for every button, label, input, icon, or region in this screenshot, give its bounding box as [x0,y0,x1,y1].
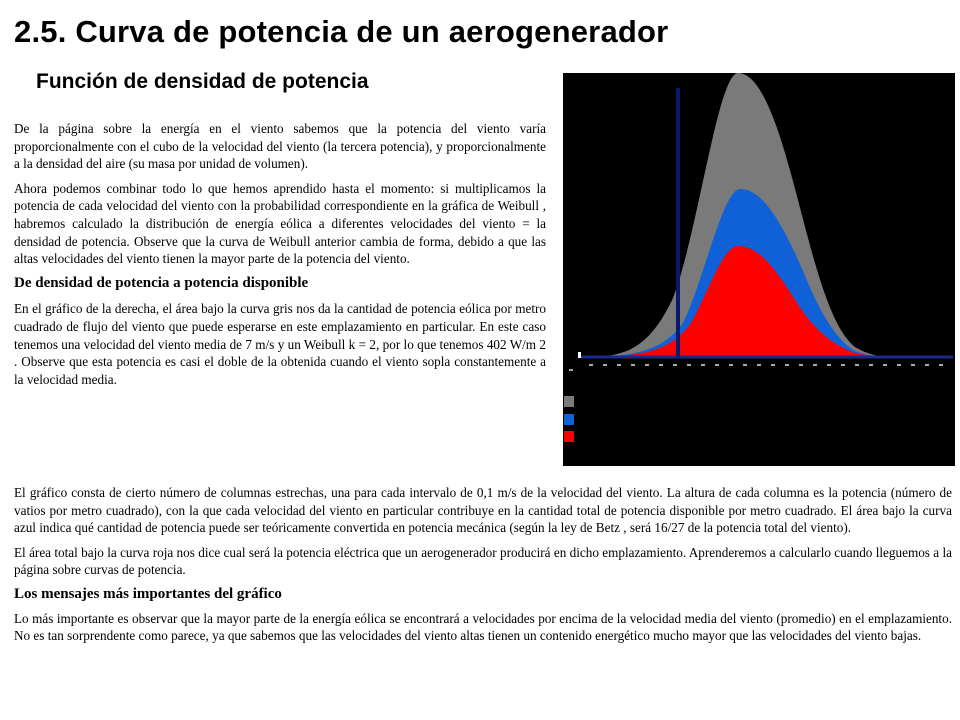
paragraph-weibull-combination: Ahora podemos combinar todo lo que hemos aprendido hasta el momento: si multiplicamos la potencia de cada velocidad del viento con la probabilidad correspondiente en la gráfica de Weibull , habremos calculado la distribución de energía eólica a diferentes velocidades del viento = la densidad de potencia. Observe que la curva de Weibull anterior cambia de forma, debido a que las altas velocidades del viento tienen la mayor parte de la potencia del viento. [14,180,546,267]
paragraph-red-curve: El área total bajo la curva roja nos dice cual será la potencia eléctrica que un aerogenerador producirá en dicho emplazamiento. Aprenderemos a calcularlo cuando lleguemos a la página sobre curvas de potencia. [14,544,952,578]
axis-corner-mark [578,352,581,358]
axis-tick-labels [569,364,943,371]
section-subtitle: Función de densidad de potencia [36,70,369,93]
legend-swatch-red [564,431,574,442]
mean-speed-line [676,88,680,359]
legend-swatch-blue [564,414,574,425]
paragraph-gray-curve: En el gráfico de la derecha, el área bajo la curva gris nos da la cantidad de potencia eólica por metro cuadrado de flujo del viento que puede esperarse en este emplazamiento en particular. En este caso tenemos una velocidad del viento media de 7 m/s y un Weibull k = 2, por lo que tenemos 402 W/m 2 . Observe que esta potencia es casi el doble de la obtenida cuando el viento sopla constantemente a la velocidad media. [14,301,546,387]
paragraph-columns-explanation: El gráfico consta de cierto número de columnas estrechas, una para cada intervalo de 0,1 m/s de la velocidad del viento. La altura de cada columna es la potencia (número de vatios por metro cuadrado), con la que cada velocidad del viento en particular contribuye en la cantidad total de potencia disponible por metro cuadrado. El área bajo la curva azul indica qué cantidad de potencia puede ser teóricamente convertida en potencia mecánica (según la ley de Betz , será 16/27 de la potencia total del viento). [14,485,952,536]
legend-swatch-gray [564,396,574,407]
power-density-graphic [563,73,955,466]
paragraph-key-messages: Lo más importante es observar que la mayor parte de la energía eólica se encontrará a velocidades por encima de la velocidad media del viento (promedio) en el emplazamiento. No es tan sorprendente como parece, ya que sabemos que las velocidades del viento altas tienen un contenido energético mucho mayor que las velocidades del viento bajas. [14,610,952,644]
heading-available-power: De densidad de potencia a potencia disponible [14,274,309,291]
power-density-figure [563,73,955,466]
left-text-column [14,120,546,395]
heading-key-messages: Los mensajes más importantes del gráfico [14,585,282,602]
paragraph-power-cube: De la página sobre la energía en el viento sabemos que la potencia del viento varía proporcionalmente con el cubo de la velocidad del viento (la tercera potencia), y proporcionalmente a la densidad del aire (su masa por unidad de volumen). [14,121,546,172]
full-width-text [14,484,952,652]
page-title: 2.5. Curva de potencia de un aerogenerador [14,14,669,49]
